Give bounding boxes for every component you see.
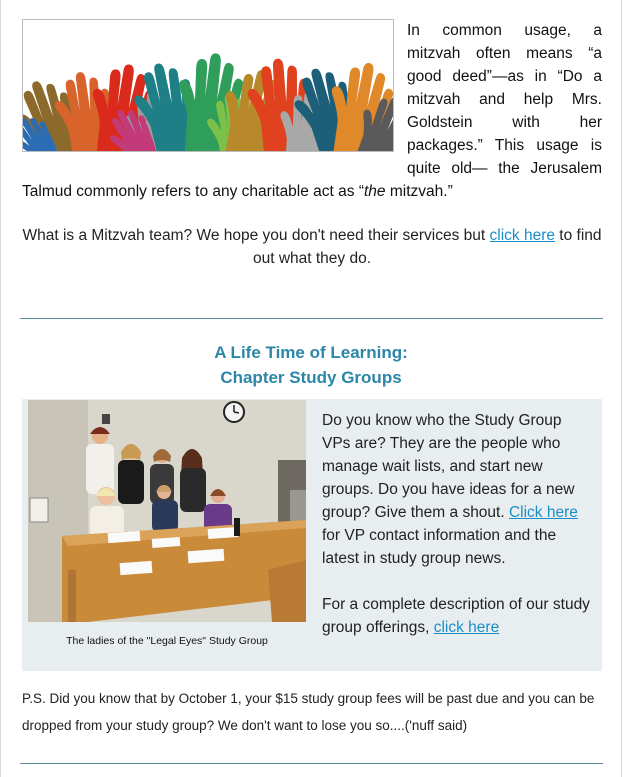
raised-hands-illustration [23,20,394,152]
mitzvah-team-paragraph [22,224,602,270]
study-group-photo-illustration [28,400,306,622]
heading-line-1: A Life Time of Learning: [214,343,408,362]
photo-caption: The ladies of the "Legal Eyes" Study Group [66,635,268,647]
raised-hands-image [22,19,394,152]
mitzvah-team-link[interactable]: click here [489,227,555,244]
study-groups-text [322,409,592,639]
mitzvah-team-text-end: to find out what they do. [252,227,602,267]
intro-text-part1: In common usage, a mitzvah often means “a good deed”—as in “Do a mitzvah and help Mrs. Goldstein with her packages.” This usage is quite old— the Jerusalem Talmud commonly refers to any charitable act as “ [22,22,602,200]
section-divider-2 [20,763,603,764]
study-group-photo [28,400,306,622]
section-divider-1 [20,318,603,319]
ps-note: P.S. Did you know that by October 1, your $15 study group fees will be past due and you can be dropped from your study group? We don't want to lose you so....('nuff said) [22,691,595,733]
heading-line-2: Chapter Study Groups [220,368,402,387]
vp-text: Do you know who the Study Group VPs are? They are the people who manage wait lists, and start new groups. Do you have ideas for a new group? Give them a shout. [322,412,575,521]
mitzvah-team-text: What is a Mitzvah team? We hope you don't need their services but [22,227,490,244]
study-groups-panel [22,399,602,671]
offerings-link[interactable]: click here [433,619,500,636]
vp-text-end: for VP contact information and the latest in study group news. [322,527,557,567]
intro-text-part2: mitzvah.” [385,183,453,200]
offerings-paragraph [322,593,592,639]
study-groups-heading [0,340,622,390]
offerings-text: For a complete description of our study group offerings, [322,596,590,636]
intro-text-em: the [364,183,386,200]
vp-contact-link[interactable]: Click here [508,504,578,521]
vp-paragraph [322,409,592,570]
